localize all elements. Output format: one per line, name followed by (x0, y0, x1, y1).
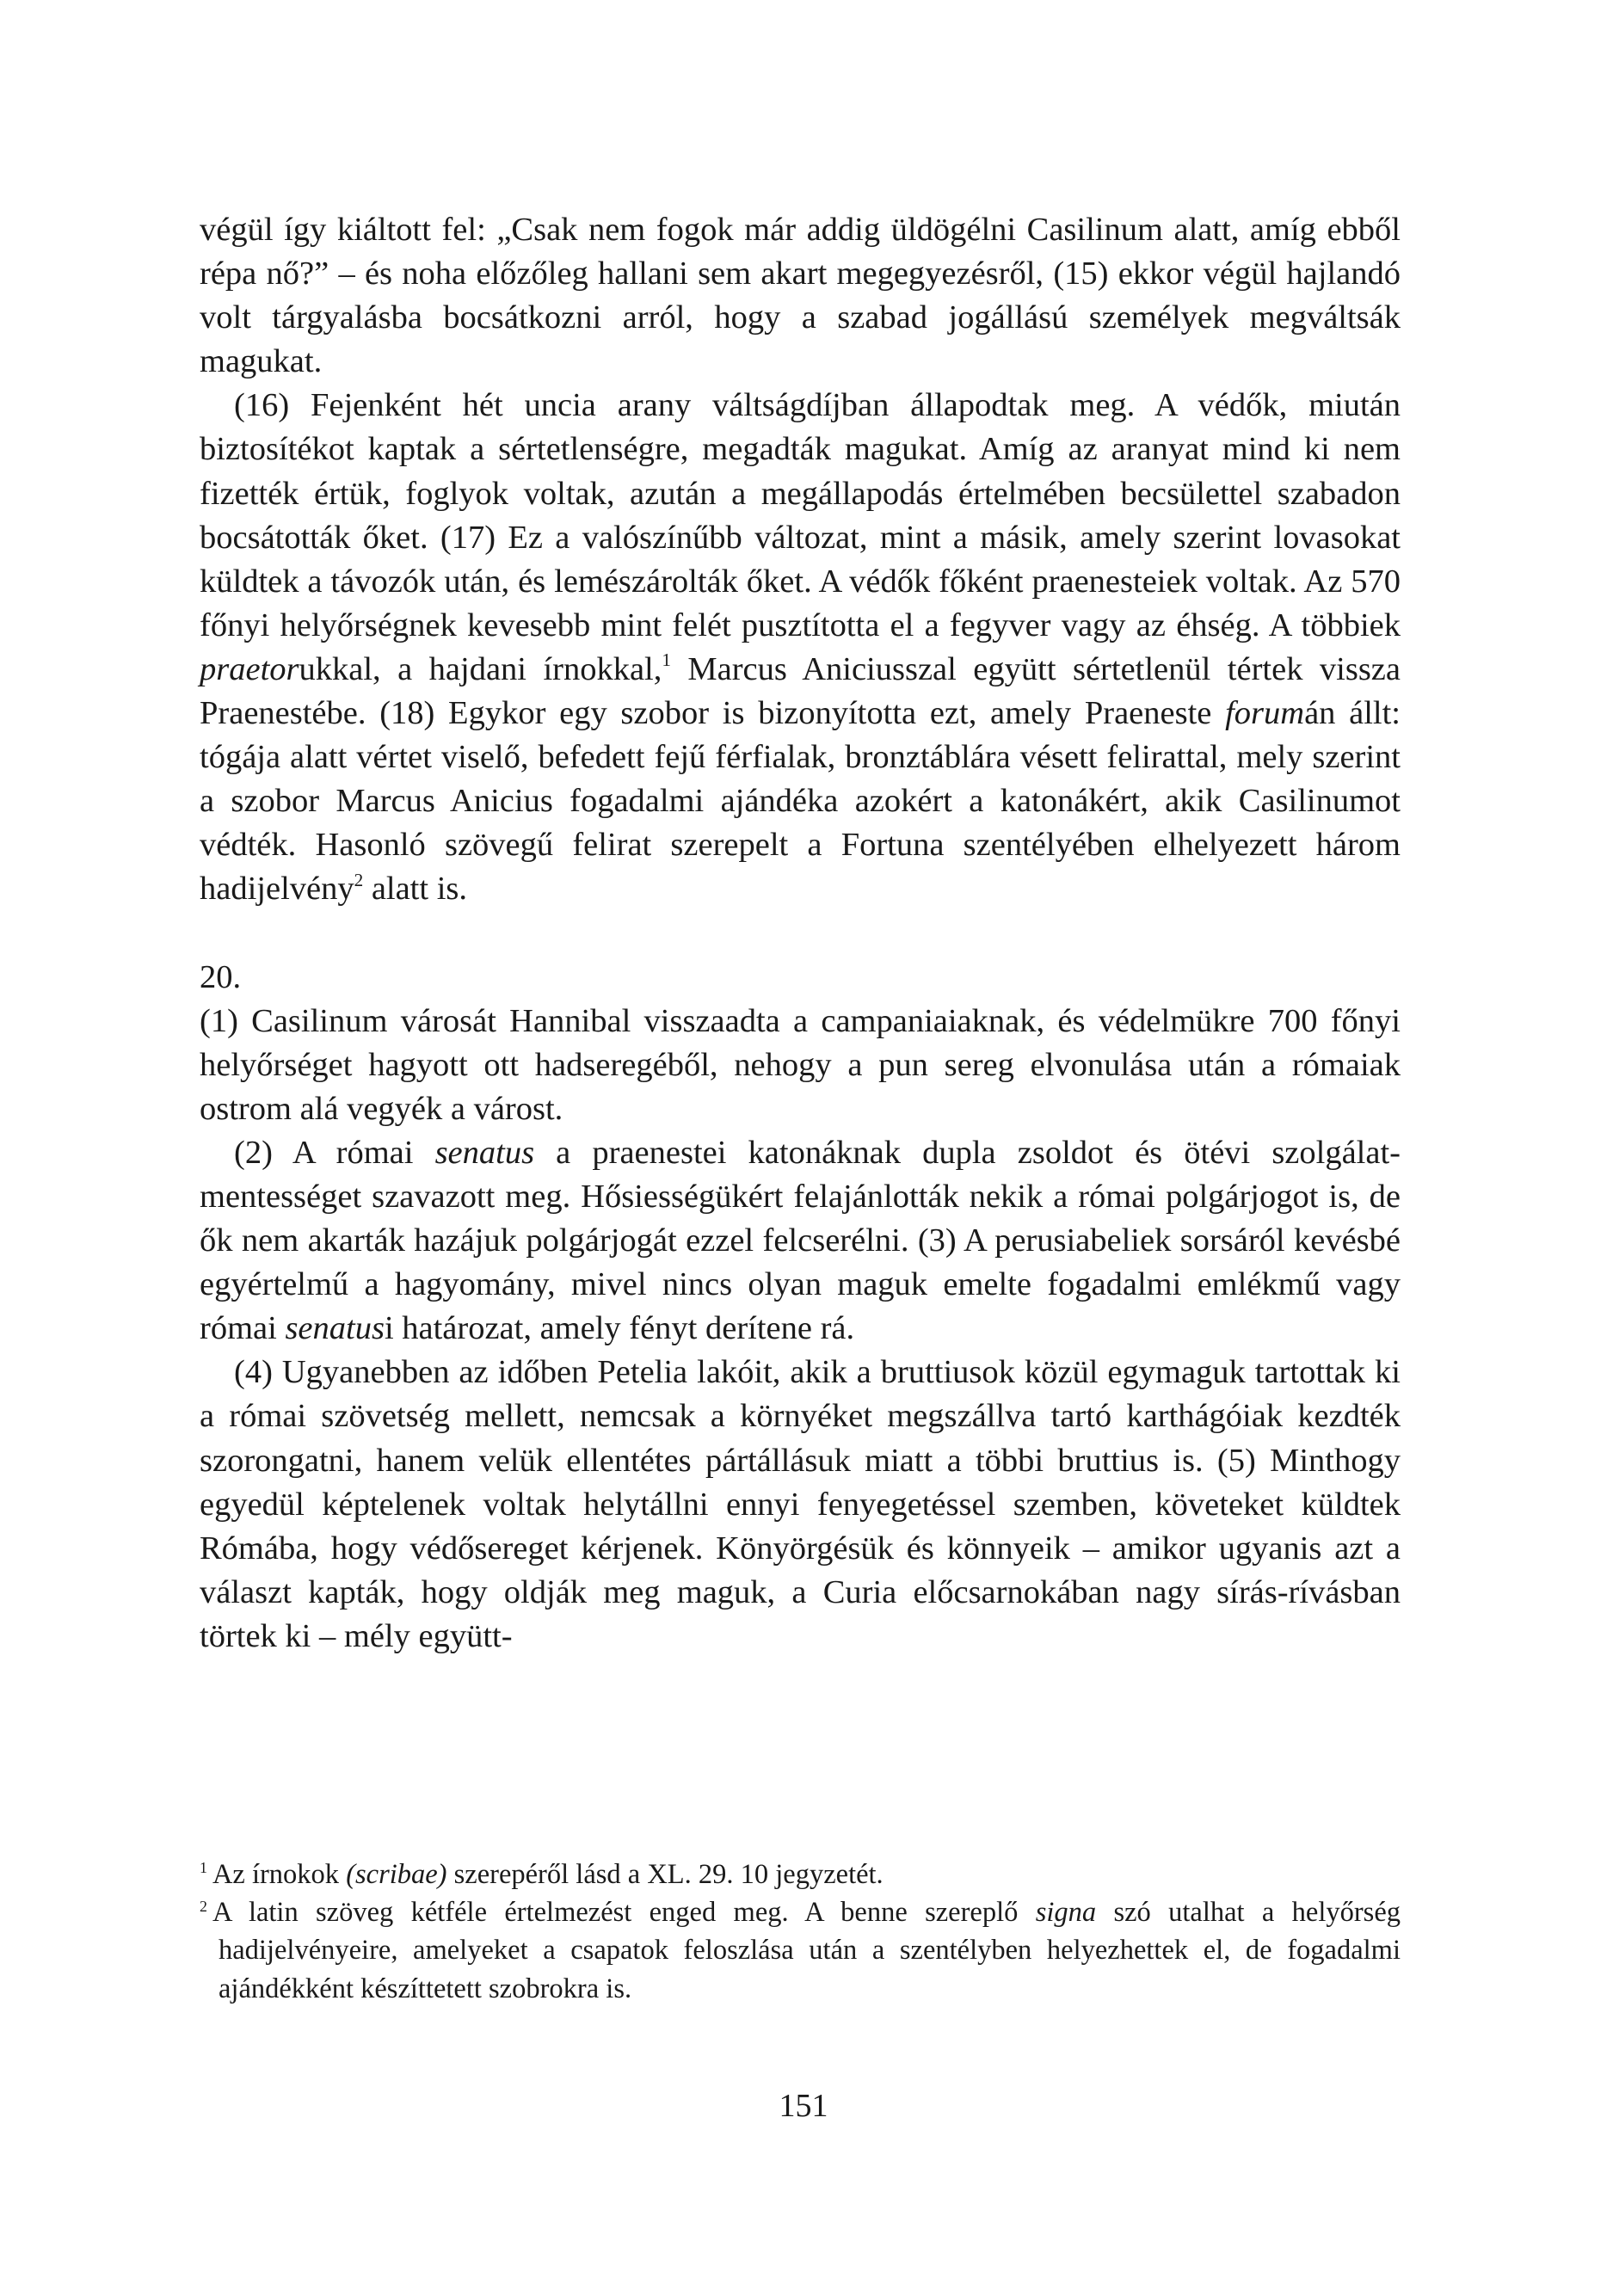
term-senatus: senatus (434, 1134, 535, 1171)
footnote-2-marker: 2 (200, 1897, 207, 1915)
paragraph-2-part-e: alatt is. (363, 871, 468, 908)
paragraph-4-part-b: a praenestei katonáknak dupla zsoldot és ötévi szolgálatmentességet szavazott meg. Hősiességükért felajánlották nekik a római polgárjogot is, de ők nem akarták hazájuk polgárjogát ezzel felcserélni. (3) A perusiabeliek sorsáról kevésbé egyértelmű a hagyomány, mivel nincs olyan maguk emelte fogadalmi emlékmű vagy római (200, 1134, 1401, 1347)
term-forum: forum (1225, 695, 1305, 732)
footnote-2-part-a: A latin szöveg kétféle értelmezést enged meg. A benne szereplő (212, 1897, 1036, 1929)
footnote-1 (200, 1856, 1401, 1893)
footnote-1-part-a: Az írnokok (212, 1859, 347, 1890)
term-senatus-2: senatus (285, 1310, 385, 1347)
footnote-2-part-b: szó utalhat a helyőrség hadijelvényeire, amelyeket a csapatok feloszlása után a szentélyben helyezhettek el, de fogadalmi ajándékként készíttetett szobrokra is. (219, 1897, 1401, 2004)
page-number: 151 (779, 2088, 828, 2124)
paragraph-5: (4) Ugyanebben az időben Petelia lakóit, akik a bruttiusok közül egymaguk tartottak ki a római szövetség mellett, nemcsak a környéket megszállva tartó karthágóiak kezdték szorongatni, hanem velük ellentétes pártállásuk miatt a többi bruttius is. (5) Minthogy egyedül képtelenek voltak helytállni ennyi fenyegetéssel szemben, követeket küldtek Rómába, hogy védősereget kérjenek. Könyörgésük és könnyeik – amikor ugyanis azt a választ kapták, hogy oldják meg maguk, a Curia előcsarnokában nagy sírás-rívásban törtek ki – mély együtt- (200, 1354, 1401, 1654)
term-signa: signa (1035, 1897, 1097, 1929)
paragraph-3: (1) Casilinum városát Hannibal visszaadta a campaniaiaknak, és védelmükre 700 főnyi helyőrséget hagyott ott hadseregéből, nehogy a pun sereg elvonulása után a rómaiak ostrom alá vegyék a várost. (200, 1002, 1401, 1127)
footnote-ref-2: 2 (354, 869, 364, 890)
paragraph-2-part-c: Marcus Aniciusszal együtt sértetlenül tértek vissza Praenestébe. (18) Egykor egy szobor is bizonyította ezt, amely Praeneste (200, 650, 1401, 732)
paragraph-4 (200, 1131, 1401, 1351)
footnotes (200, 1856, 1401, 2008)
footnote-2 (200, 1893, 1401, 2008)
main-text (200, 208, 1401, 1659)
paragraph-4-part-a: (2) A római (234, 1134, 435, 1171)
paragraph-2 (200, 384, 1401, 911)
footnote-1-part-b: szerepéről lásd a XL. 29. 10 jegyzetét. (446, 1859, 884, 1890)
paragraph-4-part-c: i határozat, amely fényt derítene rá. (384, 1310, 855, 1347)
paragraph-1: végül így kiáltott fel: „Csak nem fogok már addig üldögélni Casilinum alatt, amíg ebből répa nő?” – és noha előzőleg hallani sem akart megegyezésről, (15) ekkor végül hajlandó volt tárgyalásba bocsátkozni arról, hogy a szabad jogállású személyek megváltsák magukat. (200, 212, 1401, 380)
footnote-1-marker: 1 (200, 1859, 207, 1877)
paragraph-2-part-a: (16) Fejenként hét uncia arany váltságdíjban állapodtak meg. A védők, miután biztosítékot kaptak a sértetlenségre, megadták magukat. Amíg az aranyat mind ki nem fizették értük, foglyok voltak, azután a megállapodás értelmében becsülettel szabadon bocsátották őket. (17) Ez a valószínűbb változat, mint a másik, amely szerint lovasokat küldtek a távozók után, és lemészárolták őket. A védők főként praenesteiek voltak. Az 570 főnyi helyőrségnek kevesebb mint felét pusztította el a fegyver vagy az éhség. A többiek (200, 387, 1401, 643)
footnote-ref-1: 1 (662, 649, 671, 671)
section-number: 20. (200, 958, 242, 995)
paragraph-2-part-d: án állt: tógája alatt vértet viselő, befedett fejű férfialak, bronztáblára vésett felirattal, mely szerint a szobor Marcus Anicius fogadalmi ajándéka azokért a katonákért, akik Casilinumot védték. Hasonló szövegű felirat szerepelt a Fortuna szentélyében elhelyezett három hadijelvény (200, 695, 1401, 908)
term-praetor: praetor (200, 650, 299, 687)
term-scribae: (scribae) (346, 1859, 447, 1890)
paragraph-2-part-b: ukkal, a hajdani írnokkal, (299, 650, 662, 687)
